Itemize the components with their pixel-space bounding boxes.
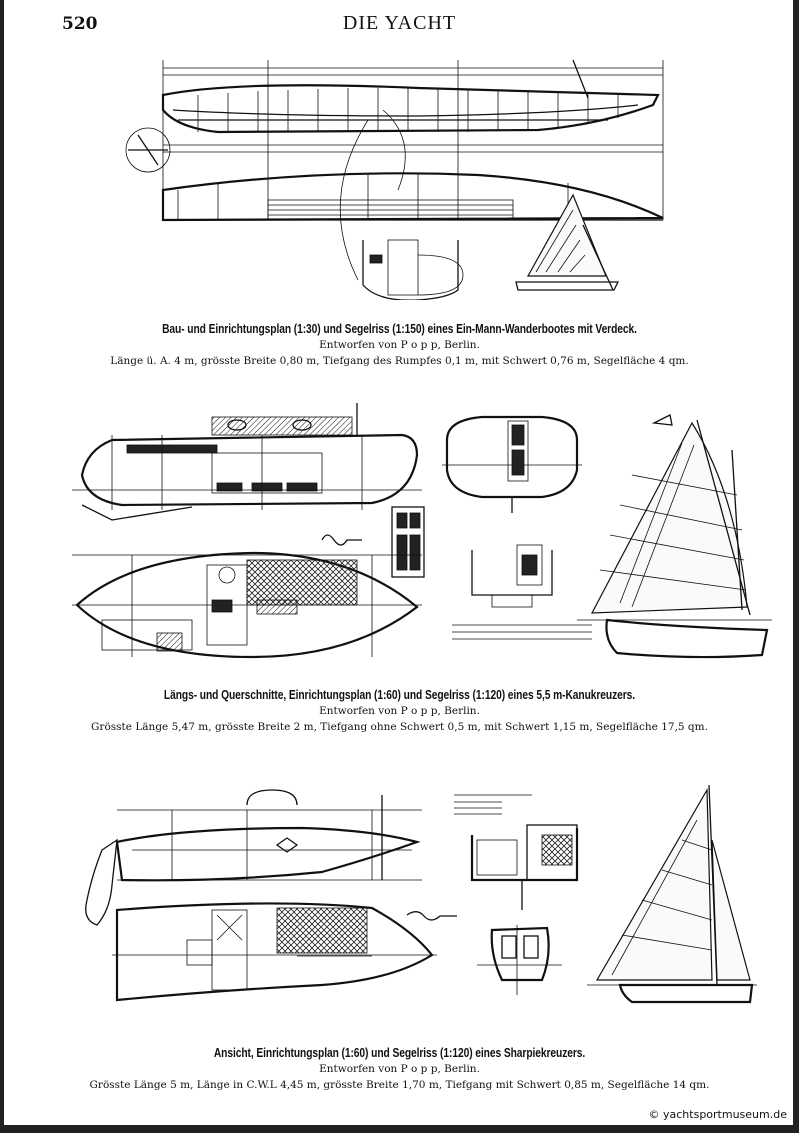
plate-2-door-detail [392, 507, 424, 577]
plate-3-title: Ansicht, Einrichtungsplan (1:60) und Segelriss (1:120) eines Sharpiekreuzers. [213, 1046, 586, 1060]
plate-3-caption [0, 1046, 799, 1091]
watermark: © yachtsportmuseum.de [648, 1108, 787, 1121]
plate-3-drawing [72, 780, 762, 1030]
plate-1-designer: Entworfen von P o p p, Berlin. [319, 339, 480, 351]
plate-1-specs: Länge ü. A. 4 m, grösste Breite 0,80 m, Tiefgang des Rumpfes 0,1 m, mit Schwert 0,76 m, Segelfläche 4 qm. [110, 355, 689, 367]
plate-3-plan-view [112, 903, 457, 1000]
plate-3-profile-view [86, 790, 422, 925]
plate-2-sail-plan [577, 415, 772, 657]
plate-2-svg [72, 395, 772, 685]
running-head: DIE YACHT [342, 12, 457, 34]
plate-2-specs: Grösste Länge 5,47 m, grösste Breite 2 m, Tiefgang ohne Schwert 0,5 m, mit Schwert 1,15 m, Segelfläche 17,5 qm. [91, 721, 708, 733]
plate-1-plan-view [163, 173, 663, 220]
plate-3-cross-sections [454, 795, 577, 995]
plate-1-title: Bau- und Einrichtungsplan (1:30) und Segelriss (1:150) eines Ein-Mann-Wanderbootes mit Verdeck. [162, 322, 637, 336]
plate-3-designer: Entworfen von P o p p, Berlin. [319, 1063, 480, 1075]
plate-2-drawing [72, 395, 772, 685]
page-number: 520 [62, 14, 98, 34]
plate-2-title: Längs- und Querschnitte, Einrichtungsplan (1:60) und Segelriss (1:120) eines 5,5 m-Kanukreuzers. [163, 688, 636, 702]
plate-1-section-view [363, 240, 463, 300]
plate-3-signature-mark [407, 912, 457, 920]
plate-2-plan-view [72, 553, 422, 657]
plate-1-svg [118, 50, 678, 300]
plate-2-profile-view [72, 403, 422, 520]
plate-1-frames [198, 88, 618, 132]
plate-2-signature-mark [322, 535, 362, 545]
plate-2-cross-sections [442, 417, 592, 639]
plate-2-designer: Entworfen von P o p p, Berlin. [319, 705, 480, 717]
plate-3-svg [72, 780, 762, 1030]
plate-1-drawing [118, 50, 678, 300]
plate-1-caption [0, 322, 799, 367]
plate-3-sail-plan [587, 785, 757, 1002]
plate-3-specs: Grösste Länge 5 m, Länge in C.W.L 4,45 m, grösste Breite 1,70 m, Tiefgang mit Schwert 0,85 m, Segelfläche 14 qm. [89, 1079, 710, 1091]
plate-1-sail-plan [516, 195, 618, 290]
plate-2-caption [0, 688, 799, 733]
